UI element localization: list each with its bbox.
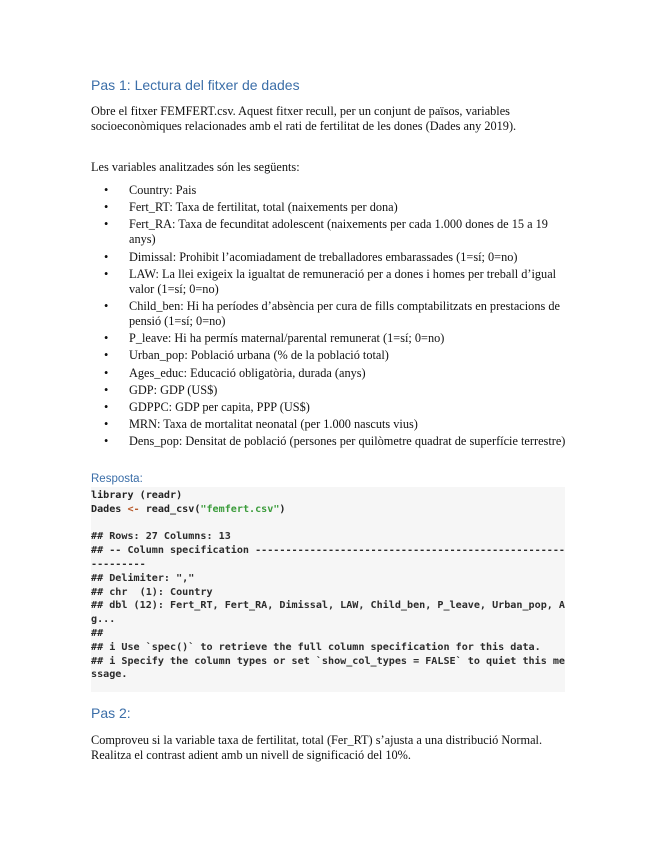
bullet-icon: •: [104, 417, 109, 432]
list-item: • Dimissal: Prohibit l’acomiadament de treballadores embarassades (1=sí; 0=no): [104, 249, 518, 264]
list-item: • Ages_educ: Educació obligatòria, durada (anys): [104, 365, 366, 380]
code-block: [91, 487, 565, 692]
bullet-icon: •: [104, 434, 109, 449]
list-item: • LAW: La llei exigeix la igualtat de remuneració per a dones i homes per treball d’igual valor (1=sí; 0=no): [104, 266, 557, 296]
list-item: • Fert_RT: Taxa de fertilitat, total (naixements per dona): [104, 200, 398, 215]
list-item: • GDP: GDP (US$): [104, 382, 218, 397]
bullet-icon: •: [104, 399, 109, 414]
step2-heading: Pas 2:: [91, 705, 131, 721]
list-item: • Country: Pais: [104, 183, 197, 197]
bullet-icon: •: [104, 382, 109, 397]
bullet-icon: •: [104, 249, 109, 264]
code-string: "femfert.csv": [200, 503, 280, 515]
bullet-icon: •: [104, 217, 109, 232]
code-text: library (readr) Dades <- read_csv("femfert.csv") ## Rows: 27 Columns: 13 ## -- Column specification ------------------------------------------------------------ ## Delimiter: "," ## chr (1): Country ## dbl (12): Fert_RT, Fert_RA, Dimissal, LAW, Child_ben, P_leave, Urban_pop, Ag... ## ## i Use `spec()` to retrieve the full column specification for this data. ## i Specify the column types or set `show_col_types = FALSE` to quiet this message.: [91, 490, 566, 681]
list-item: • Fert_RA: Taxa de fecunditat adolescent (naixements per cada 1.000 dones de 15 a 19 anys): [104, 217, 548, 247]
variables-intro: Les variables analitzades són les següents:: [91, 160, 300, 174]
assign-operator: <-: [127, 503, 140, 515]
list-item: • Dens_pop: Densitat de població (persones per quilòmetre quadrat de superfície terrestre): [104, 434, 566, 449]
bullet-icon: •: [104, 266, 109, 281]
code-output: ## Rows: 27 Columns: 13 ## -- Column specification ------------------------------------------------------------ ## Delimiter: "," ## chr (1): Country ## dbl (12): Fert_RT, Fert_RA, Dimissal, LAW, Child_ben, P_leave, Urban_pop, Ag... ## ## i Use `spec()` to retrieve the full column specification for this data. ## i Specify the column types or set `show_col_types = FALSE` to quiet this message.: [91, 531, 566, 681]
bullet-icon: •: [104, 200, 109, 215]
bullet-icon: •: [104, 348, 109, 363]
bullet-icon: •: [104, 183, 109, 197]
list-item: • GDPPC: GDP per capita, PPP (US$): [104, 399, 310, 414]
list-item: • Child_ben: Hi ha períodes d’absència per cura de fills comptabilitzats en prestacions de pensió (1=sí; 0=no): [104, 298, 560, 328]
step1-heading: Pas 1: Lectura del fitxer de dades: [91, 77, 300, 93]
variables-list: [91, 183, 569, 451]
list-item: • Urban_pop: Població urbana (% de la població total): [104, 348, 389, 363]
step1-intro: Obre el fitxer FEMFERT.csv. Aquest fitxer recull, per un conjunt de països, variables socioeconòmiques relacionades amb el rati de fertilitat de les dones (Dades any 2019).: [91, 104, 517, 133]
list-item: • P_leave: Hi ha permís maternal/parental remunerat (1=sí; 0=no): [104, 331, 445, 346]
bullet-icon: •: [104, 331, 109, 346]
answer-label: Resposta:: [91, 473, 143, 485]
bullet-icon: •: [104, 365, 109, 380]
step2-text: Comproveu si la variable taxa de fertilitat, total (Fer_RT) s’ajusta a una distribució Normal. Realitza el contrast adient amb un nivell de significació del 10%.: [91, 733, 543, 762]
bullet-icon: •: [104, 298, 109, 313]
list-item: • MRN: Taxa de mortalitat neonatal (per 1.000 nascuts vius): [104, 417, 418, 432]
code-line-library: library (readr): [91, 490, 183, 501]
